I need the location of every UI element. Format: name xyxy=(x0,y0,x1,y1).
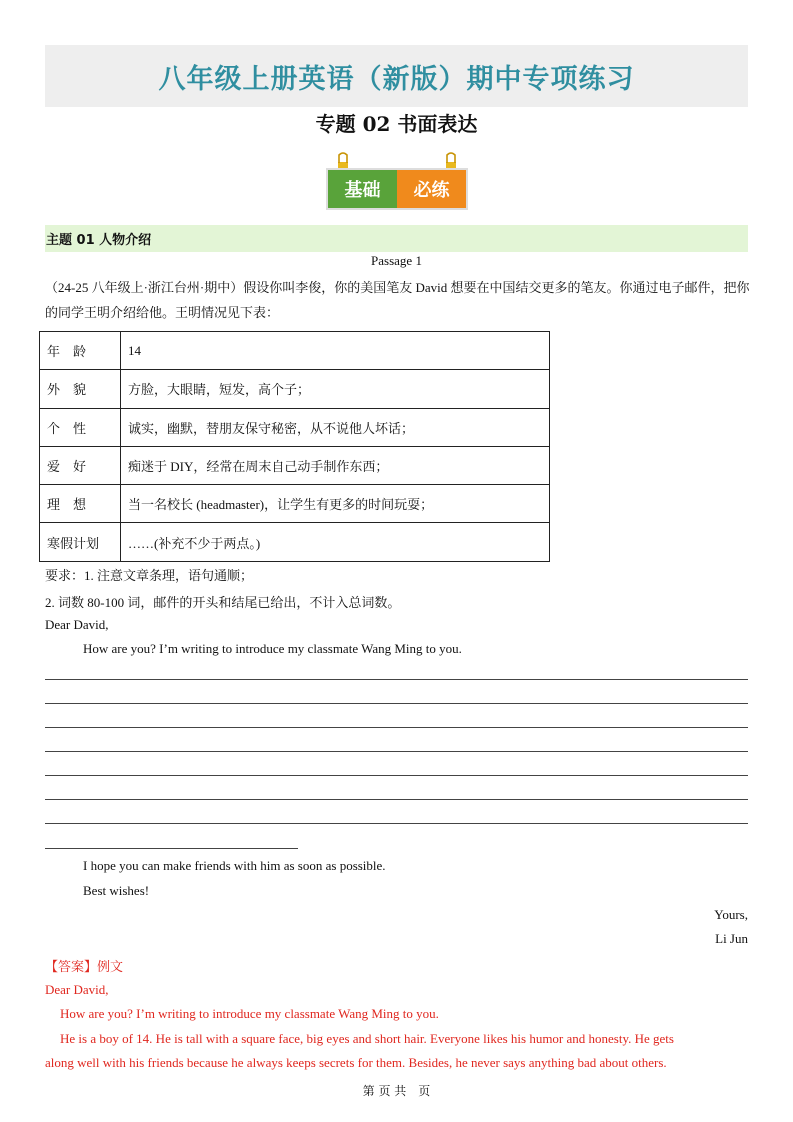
title-banner xyxy=(45,45,748,107)
table-key: 爱 好 xyxy=(40,446,121,484)
page-footer: 第 页 共 页 xyxy=(362,1084,431,1098)
answer-line-2: He is a boy of 14. He is tall with a square face, big eyes and short hair. Everyone likes his humor and honesty. He gets xyxy=(60,1031,674,1046)
letter-signoff: Yours, xyxy=(714,907,748,922)
letter-greeting: Dear David, xyxy=(45,617,109,632)
answer-label: 【答案】例文 xyxy=(45,960,124,975)
passage-intro: （24-25 八年级上·浙江台州·期中）假设你叫李俊，你的美国笔友 David 想要在中国结交更多的笔友。你通过电子邮件，把你的同学王明介绍给他。王明情况见下表： xyxy=(45,280,750,320)
page-title: 八年级上册英语（新版）期中专项练习 xyxy=(158,63,635,95)
table-key: 寒假计划 xyxy=(40,523,121,561)
writing-line[interactable] xyxy=(45,727,748,728)
letter-closing-1: I hope you can make friends with him as soon as possible. xyxy=(83,858,386,873)
theme-label: 主题 01 人物介绍 xyxy=(46,233,152,248)
table-value: 痴迷于 DIY，经常在周末自己动手制作东西； xyxy=(121,446,550,484)
answer-line-1: How are you? I’m writing to introduce my classmate Wang Ming to you. xyxy=(60,1006,439,1021)
requirement-line-1: 要求：1. 注意文章条理，语句通顺； xyxy=(45,568,254,583)
basic-practice-badge xyxy=(326,152,468,212)
passage-label: Passage 1 xyxy=(371,253,422,268)
table-key: 理 想 xyxy=(40,485,121,523)
letter-name: Li Jun xyxy=(715,931,748,946)
requirement-line-2: 2. 词数 80-100 词，邮件的开头和结尾已给出，不计入总词数。 xyxy=(45,595,401,610)
writing-line[interactable] xyxy=(45,775,748,776)
table-row xyxy=(40,370,550,408)
theme-heading xyxy=(45,225,748,252)
letter-opening: How are you? I’m writing to introduce my classmate Wang Ming to you. xyxy=(83,641,462,656)
writing-line[interactable] xyxy=(45,679,748,680)
table-value: 当一名校长 (headmaster)，让学生有更多的时间玩耍； xyxy=(121,485,550,523)
writing-line[interactable] xyxy=(45,848,298,849)
badge-label-basic: 基础 xyxy=(328,170,397,208)
answer-line-3: along well with his friends because he always keeps secrets for them. Besides, he never says anything bad about others. xyxy=(45,1055,667,1070)
table-row xyxy=(40,446,550,484)
info-table xyxy=(39,331,550,562)
table-value: 诚实，幽默，替朋友保守秘密，从不说他人坏话； xyxy=(121,408,550,446)
answer-greeting: Dear David, xyxy=(45,982,109,997)
topic-subtitle: 专题 02 书面表达 xyxy=(315,112,478,136)
badge-bar xyxy=(326,168,468,210)
writing-line[interactable] xyxy=(45,823,748,824)
writing-line[interactable] xyxy=(45,799,748,800)
table-key: 个 性 xyxy=(40,408,121,446)
writing-line[interactable] xyxy=(45,751,748,752)
table-row xyxy=(40,332,550,370)
badge-label-practice: 必练 xyxy=(397,170,466,208)
table-key: 外 貌 xyxy=(40,370,121,408)
letter-closing-2: Best wishes! xyxy=(83,883,150,898)
table-row xyxy=(40,523,550,561)
table-row xyxy=(40,485,550,523)
table-row xyxy=(40,408,550,446)
table-value: 14 xyxy=(121,332,550,370)
table-key: 年 龄 xyxy=(40,332,121,370)
writing-line[interactable] xyxy=(45,703,748,704)
table-value: 方脸，大眼睛，短发，高个子； xyxy=(121,370,550,408)
table-value: ……(补充不少于两点。) xyxy=(121,523,550,561)
